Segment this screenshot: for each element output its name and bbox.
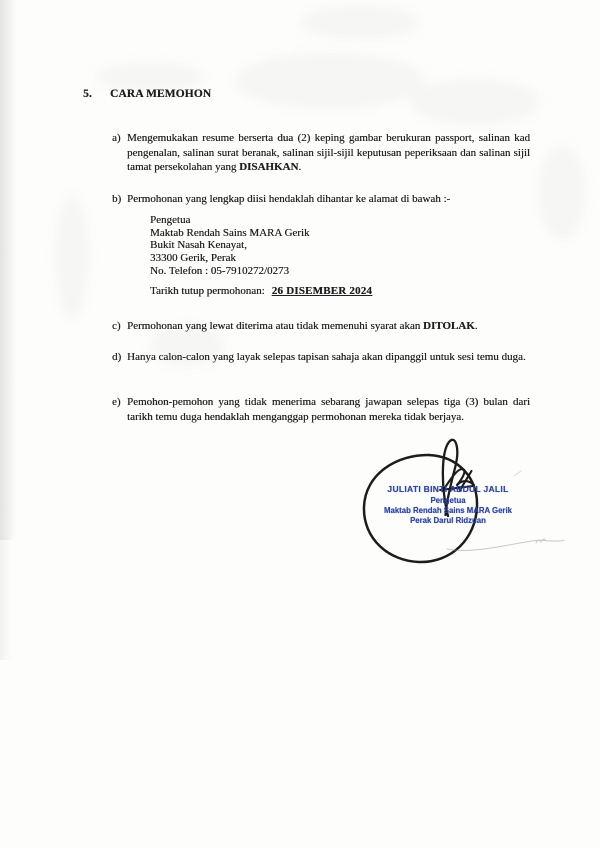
scan-artifact: [235, 52, 425, 110]
phone-value: : 05-7910272/0273: [205, 264, 290, 277]
list-item-c: [112, 319, 530, 334]
section-title: CARA MEMOHON: [110, 88, 212, 100]
official-stamp: [366, 484, 530, 526]
section-number: 5.: [83, 88, 92, 100]
scan-edge-shadow: [0, 0, 16, 540]
address-line-org: Maktab Rendah Sains MARA Gerik: [150, 226, 310, 239]
stamp-name: JULIATI BINTI ABDUL JALIL: [387, 484, 509, 494]
item-letter: c): [112, 320, 121, 332]
stamp-state: Perak Darul Ridzuan: [410, 516, 486, 525]
item-text: Pemohon-pemohon yang tidak menerima sebarang jawapan selepas tiga (3) bulan dari tarikh temu duga hendaklah menganggap permohonan mereka tidak berjaya.: [127, 396, 530, 423]
address-line-street: Bukit Nasah Kenayat,: [150, 239, 247, 252]
scan-artifact: [300, 4, 420, 40]
deadline-row: [150, 285, 372, 297]
deadline-label: Tarikh tutup permohonan:: [150, 285, 265, 297]
phone-label: No. Telefon: [150, 264, 203, 277]
address-line-recipient: Pengetua: [150, 214, 191, 226]
item-text: Permohonan yang lengkap diisi hendaklah dihantar ke alamat di bawah :-: [127, 193, 451, 205]
stamp-org: Maktab Rendah Sains MARA Gerik: [384, 506, 512, 515]
address-block: [150, 214, 309, 278]
phone-row: [150, 265, 309, 278]
scan-artifact: [538, 145, 586, 240]
section-heading: [83, 88, 211, 100]
item-letter: d): [112, 351, 122, 363]
item-letter: a): [112, 132, 121, 144]
item-text: Hanya calon-calon yang layak selepas tapisan sahaja akan dipanggil untuk sesi temu duga.: [127, 351, 526, 363]
scan-edge-shadow-fade: [0, 540, 12, 660]
stamp-title: Pengetua: [430, 496, 466, 505]
list-item-e: [112, 395, 530, 424]
item-letter: b): [112, 193, 122, 205]
item-text: Permohonan yang lewat diterima atau tidak memenuhi syarat akan DITOLAK.: [127, 320, 478, 332]
item-text: Mengemukakan resume berserta dua (2) keping gambar berukuran passport, salinan kad pengenalan, salinan surat beranak, salinan sijil-sijil keputusan peperiksaan dan salinan sijil tamat persekolahan yang DISAHKAN.: [127, 132, 530, 174]
item-letter: e): [112, 396, 121, 408]
list-item-d: [112, 350, 530, 365]
scan-artifact: [55, 195, 89, 320]
list-item-b: [112, 192, 530, 207]
address-line-city: 33300 Gerik, Perak: [150, 252, 236, 265]
deadline-date: 26 DISEMBER 2024: [271, 285, 373, 297]
scan-artifact: [410, 78, 540, 126]
list-item-a: [112, 131, 530, 175]
